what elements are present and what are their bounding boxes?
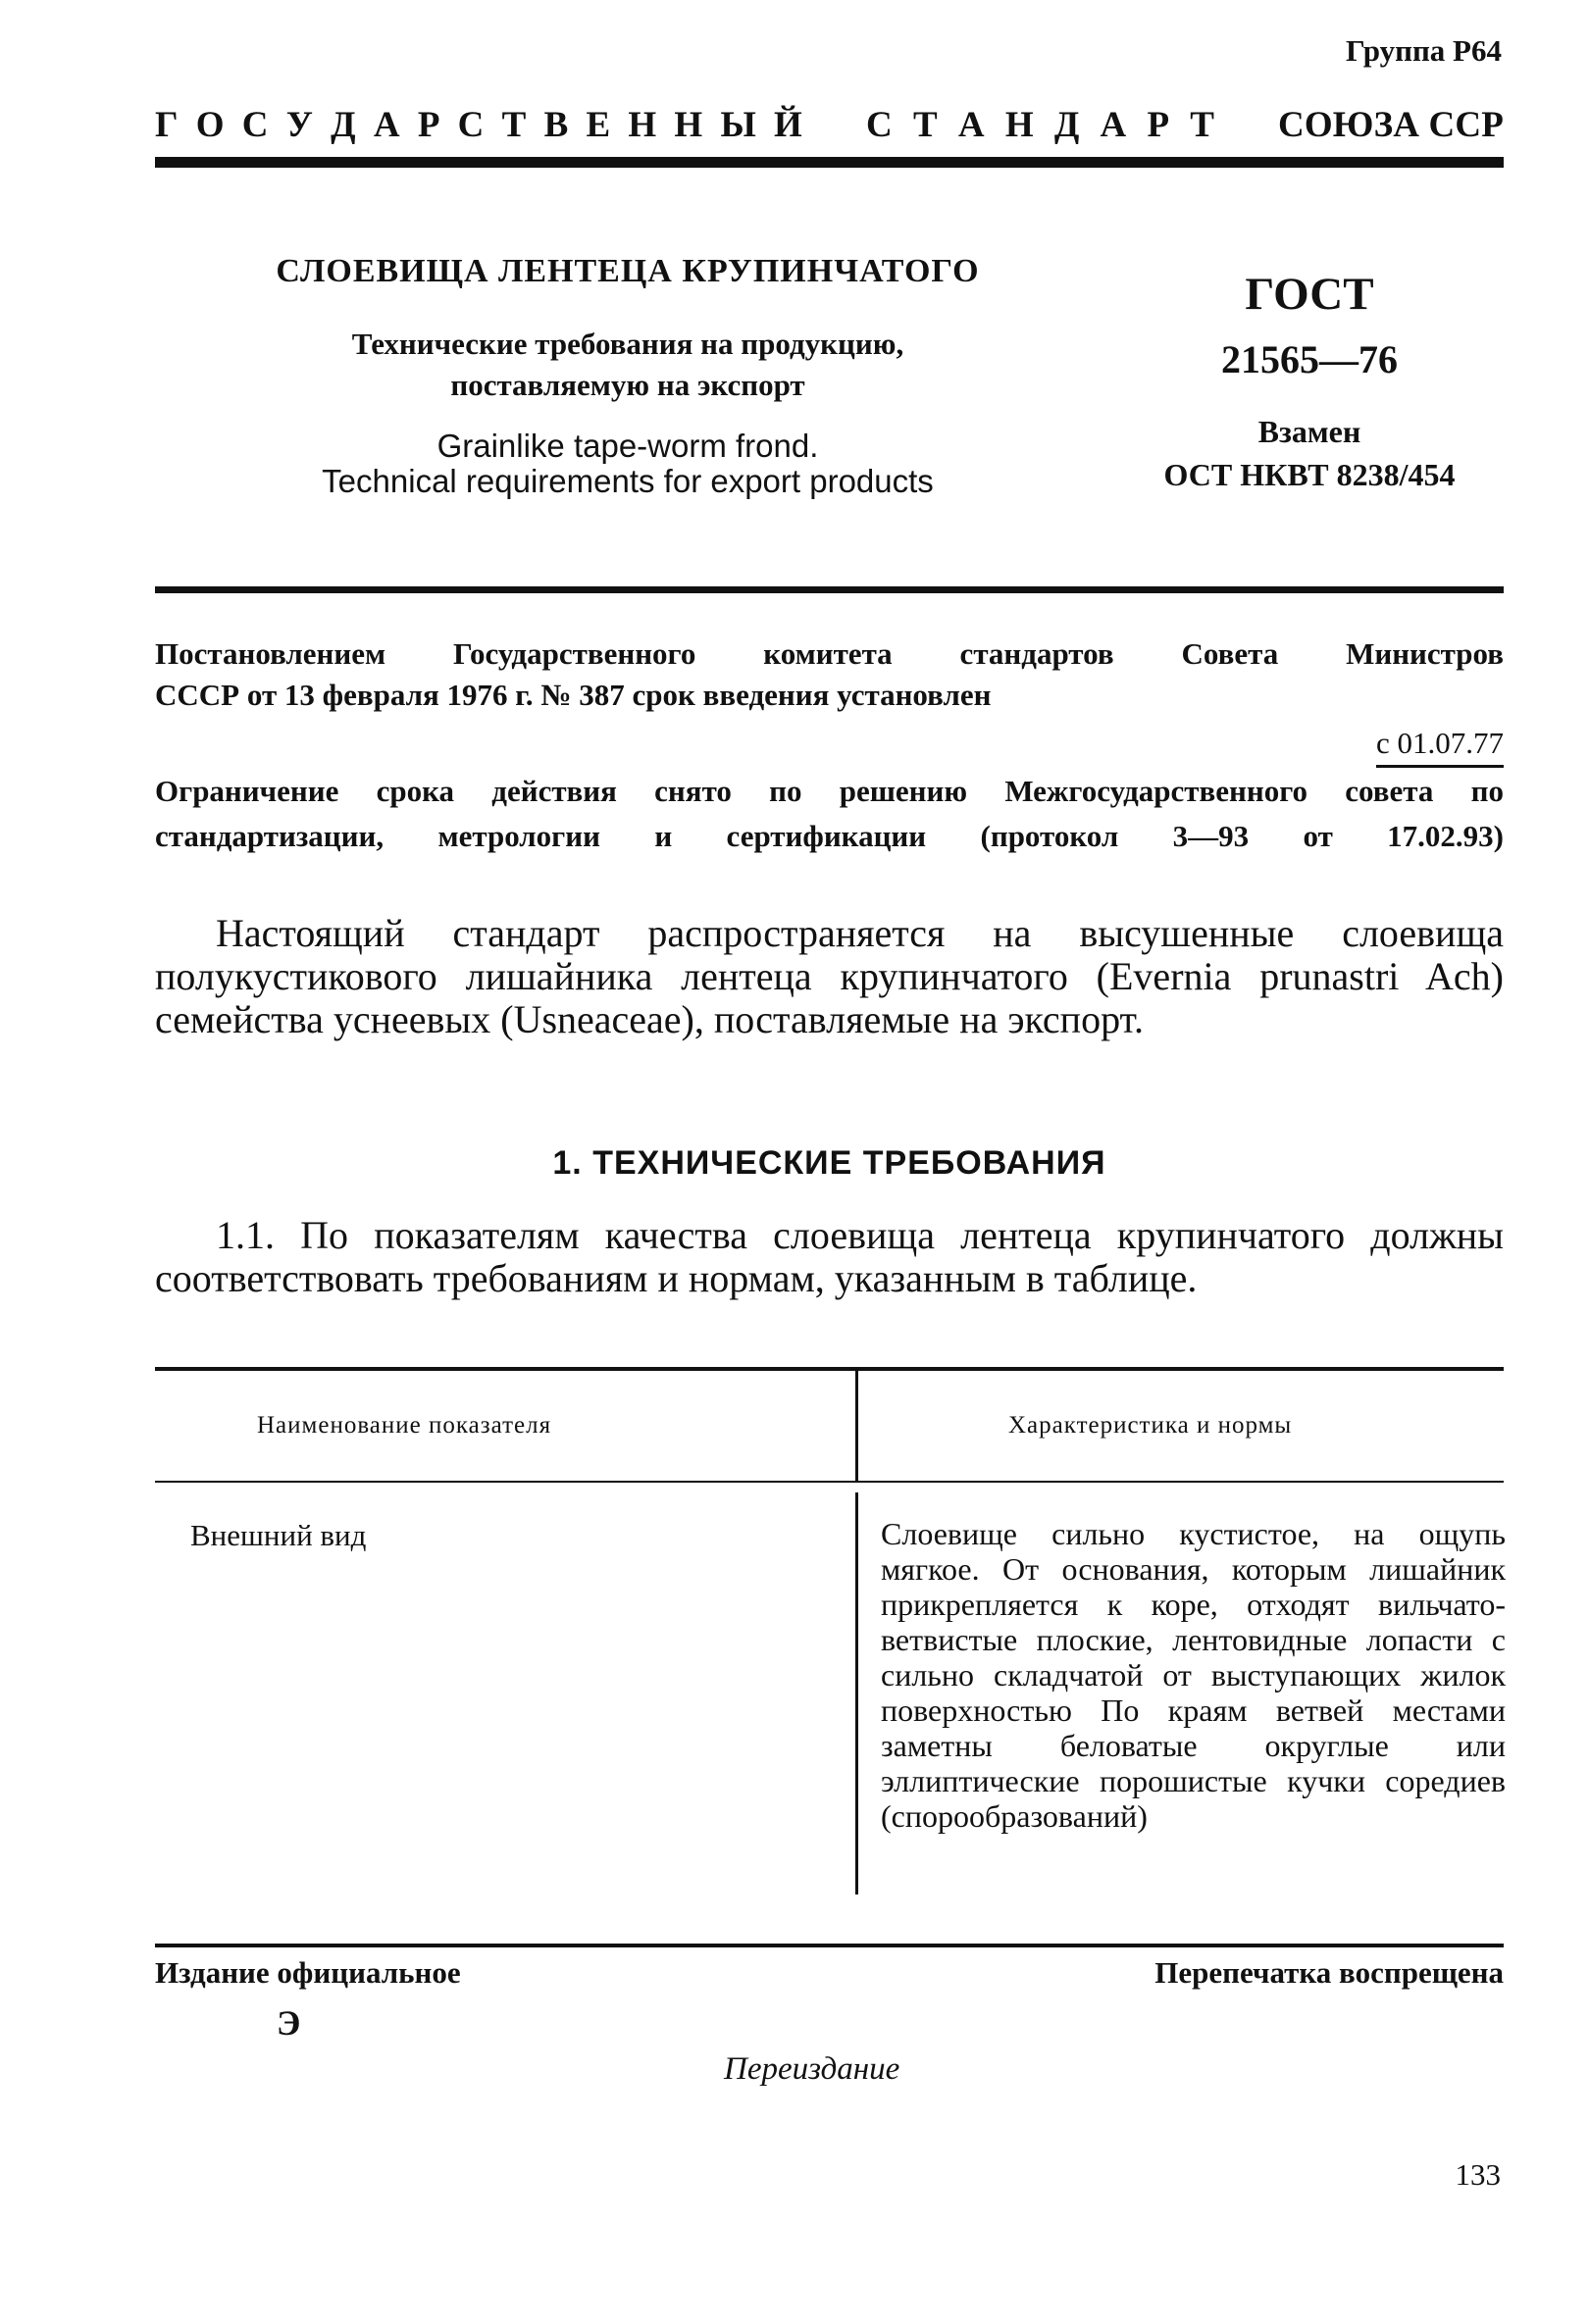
standard-subtitle-ru-1: Технические требования на продукцию, [351, 327, 904, 361]
limit-line-1: Ограничение срока действия снято по решению Межгосударственного совета по [155, 774, 1504, 808]
official-edition: Издание официальное [155, 1955, 461, 1990]
page-number: 133 [1455, 2157, 1501, 2192]
title-rule [155, 586, 1504, 593]
no-reprint-notice: Перепечатка воспрещена [1154, 1955, 1504, 1990]
org-letter: З [1373, 105, 1394, 145]
footer-rule [155, 1944, 1504, 1947]
org-word-1 [155, 104, 802, 146]
standard-title-en-2: Technical requirements for export products [322, 463, 934, 499]
clause-text: 1.1. По показателям качества слоевища лентеца крупинчатого должны соответствовать требованиям и нормам, указанным в таблице. [155, 1213, 1504, 1300]
table-header-rule [155, 1481, 1504, 1483]
org-word-3 [1278, 104, 1504, 146]
org-letter: А [957, 105, 985, 145]
org-letter [1419, 104, 1428, 146]
org-letter: Й [774, 105, 802, 145]
org-letter: Т [1190, 105, 1214, 145]
intro-paragraph [155, 912, 1504, 1041]
standard-subtitle-ru-2: поставляемую на экспорт [450, 368, 805, 402]
decree-date: с 01.07.77 [1376, 724, 1504, 768]
org-letter: У [285, 105, 313, 145]
org-letter: Н [628, 105, 657, 145]
decree-line-1: Постановлением Государственного комитета стандартов Совета Министров [155, 636, 1504, 671]
org-letter: Т [912, 105, 938, 145]
standard-title-ru: СЛОЕВИЩА ЛЕНТЕЦА КРУПИНЧАТОГО [276, 253, 980, 289]
org-letter: Ю [1332, 105, 1374, 145]
org-letter: Н [1004, 105, 1034, 145]
decree-line-2: СССР от 13 февраля 1976 г. № 387 срок введения установлен [155, 678, 992, 712]
org-letter: В [543, 105, 569, 145]
header-rule [155, 157, 1504, 168]
org-letter: Р [1147, 105, 1170, 145]
org-letter: Н [674, 105, 703, 145]
org-letter: Р [417, 105, 440, 145]
reissue-label: Переиздание [724, 2051, 900, 2087]
org-letter: А [1393, 105, 1420, 145]
table-header-name [257, 1412, 551, 1440]
org-letter: Д [331, 105, 356, 145]
org-letter: С [1428, 105, 1456, 145]
table-header-name-text: Наименование показателя [257, 1412, 552, 1439]
table-top-rule [155, 1367, 1504, 1371]
org-letter: А [373, 105, 400, 145]
edition-letter: Э [277, 2003, 301, 2043]
org-letter: О [195, 105, 225, 145]
org-letter: Р [1481, 105, 1504, 145]
org-letter: Ы [720, 105, 756, 145]
org-letter: А [1100, 105, 1127, 145]
replaces-value: ОСТ НКВТ 8238/454 [1163, 457, 1456, 492]
gost-label: ГОСТ [1245, 269, 1374, 320]
org-letter: С [457, 105, 485, 145]
section-heading: 1. ТЕХНИЧЕСКИЕ ТРЕБОВАНИЯ [552, 1144, 1106, 1182]
org-letter: Т [501, 105, 527, 145]
table-row-name: Внешний вид [190, 1518, 367, 1552]
table-column-divider [855, 1492, 858, 1895]
gost-number: 21565—76 [1221, 337, 1398, 381]
intro-text: Настоящий стандарт распространяется на высушенные слоевища полукустикового лишайника лентеца крупинчатого (Evernia prunastri Ach) семейства уснеевых (Usneaceae), поставляемые на экспорт. [155, 911, 1504, 1041]
standard-title-en-1: Grainlike tape-worm frond. [436, 428, 819, 464]
org-letter: С [241, 105, 269, 145]
table-column-divider [855, 1371, 858, 1481]
org-letter: С [1455, 105, 1482, 145]
clause-paragraph [155, 1214, 1504, 1300]
replaces-label: Взамен [1257, 414, 1361, 449]
group-code: Группа Р64 [1345, 33, 1502, 68]
org-letter: Д [1053, 105, 1080, 145]
org-letter: С [866, 105, 893, 145]
org-letter: Г [155, 105, 179, 145]
org-letter: О [1304, 105, 1333, 145]
issuing-organization [155, 104, 1504, 146]
org-letter: С [1278, 105, 1305, 145]
table-row-value: Слоевище сильно кустистое, на ощупь мягкое. От основания, которым лишайник прикрепляется к коре, отходят вильчато-ветвистые плоские, лентовидные лопасти с сильно складчатой от выступающих жилок поверхностью По краям ветвей местами заметны беловатые округлые или эллиптические порошистые кучки соредиев (спорообразований) [881, 1516, 1506, 1834]
limit-line-2: стандартизации, метрологии и сертификации (протокол 3—93 от 17.02.93) [155, 819, 1504, 853]
table-header-norms: Характеристика и нормы [1008, 1412, 1293, 1439]
org-word-2 [866, 104, 1214, 146]
org-letter: Е [586, 105, 611, 145]
